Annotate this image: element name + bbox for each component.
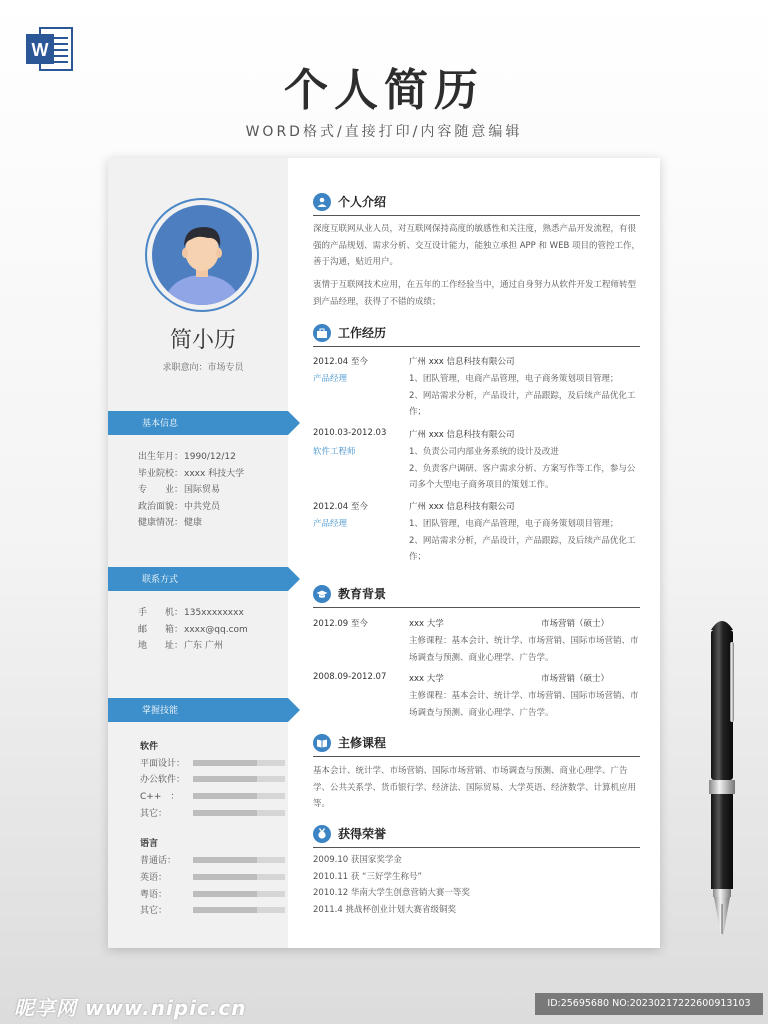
honor-item: 2010.11 获 “三好学生称号” bbox=[313, 871, 422, 882]
honor-item: 2009.10 获国家奖学金 bbox=[313, 855, 402, 865]
honors-heading: 获得荣誉 bbox=[338, 827, 387, 841]
job-period: 2010.03-2012.03 bbox=[313, 428, 387, 438]
skill-bar bbox=[193, 891, 285, 897]
job-entry bbox=[313, 355, 640, 425]
intro-paragraph-2: 衷情于互联网技术应用，在五年的工作经验当中，通过自身努力从软件开发工程师转型到产品经理，获得了不错的成绩； bbox=[313, 280, 637, 307]
skills-heading: 掌握技能 bbox=[142, 706, 179, 716]
skill-bar bbox=[193, 810, 285, 816]
intro-section-header bbox=[313, 193, 640, 216]
page-subtitle: WORD格式/直接打印/内容随意编辑 bbox=[245, 124, 523, 140]
job-duties: 1、负责公司内部业务系统的设计及改进 2、负责客户调研、客户需求分析、方案写作等工作，参与公司多个大型电子商务项目的策划工作。 bbox=[409, 447, 636, 490]
skill-row: 办公软件： bbox=[140, 772, 280, 786]
job-role: 产品经理 bbox=[313, 519, 348, 529]
edu-period: 2012.09 至今 bbox=[313, 619, 368, 629]
person-icon bbox=[313, 193, 331, 211]
work-section-header bbox=[313, 324, 640, 347]
intro-paragraph-1: 深度互联网从业人员，对互联网保持高度的敏感性和关注度，熟悉产品开发流程，有很强的产品规划、需求分析、交互设计能力，能独立承担 APP 和 WEB 项目的管控工作，善于沟通，贴近用户。 bbox=[313, 224, 640, 267]
skill-row: 英语： bbox=[140, 870, 280, 884]
basic-info-list bbox=[138, 449, 244, 532]
honors-section-header bbox=[313, 825, 640, 848]
edu-period: 2008.09-2012.07 bbox=[313, 672, 387, 682]
skill-bar bbox=[193, 874, 285, 880]
skill-row: 平面设计： bbox=[140, 756, 280, 770]
job-company: 广州 xxx 信息科技有限公司 bbox=[409, 430, 515, 440]
job-duties: 1、团队管理，电商产品管理，电子商务策划项目管理； 2、网站需求分析，产品设计，产品跟踪，及后续产品优化工作； bbox=[409, 519, 636, 562]
basic-info-ribbon bbox=[108, 411, 288, 435]
book-icon bbox=[313, 734, 331, 752]
intro-heading: 个人介绍 bbox=[338, 195, 387, 209]
medal-icon bbox=[313, 825, 331, 843]
education-heading: 教育背景 bbox=[338, 587, 387, 601]
skill-row: 普通话： bbox=[140, 853, 280, 867]
skills-ribbon bbox=[108, 698, 288, 722]
contact-address: 地 址：广东 广州 bbox=[138, 641, 223, 651]
skill-bar bbox=[193, 793, 285, 799]
skill-row: C++ ： bbox=[140, 789, 280, 803]
edu-detail: 主修课程：基本会计、统计学、市场营销、国际市场营销、市场调查与预测、商业心理学、广告学。 bbox=[409, 636, 639, 663]
job-role: 产品经理 bbox=[313, 374, 348, 384]
svg-text:W: W bbox=[31, 40, 49, 60]
contact-heading: 联系方式 bbox=[142, 575, 179, 585]
contact-ribbon bbox=[108, 567, 288, 591]
avatar-person-icon bbox=[152, 205, 252, 305]
software-label: 软件 bbox=[140, 742, 159, 752]
job-period: 2012.04 至今 bbox=[313, 357, 368, 367]
resume-paper bbox=[108, 158, 660, 948]
skill-bar bbox=[193, 776, 285, 782]
edu-school: xxx 大学 bbox=[409, 619, 444, 629]
job-role: 软件工程师 bbox=[313, 447, 356, 457]
job-duties: 1、团队管理，电商产品管理，电子商务策划项目管理； 2、网站需求分析，产品设计，产品跟踪，及后续产品优化工作； bbox=[409, 374, 636, 417]
job-company: 广州 xxx 信息科技有限公司 bbox=[409, 502, 515, 512]
edu-detail: 主修课程：基本会计、统计学、市场营销、国际市场营销、市场调查与预测、商业心理学、广告学。 bbox=[409, 691, 639, 718]
honors-list bbox=[313, 853, 640, 919]
courses-section-header bbox=[313, 734, 640, 757]
courses-heading: 主修课程 bbox=[338, 736, 387, 750]
basic-info-heading: 基本信息 bbox=[142, 419, 179, 429]
job-entry bbox=[313, 500, 640, 570]
avatar-frame bbox=[145, 198, 259, 312]
avatar bbox=[152, 205, 252, 305]
skill-bar bbox=[193, 857, 285, 863]
page-title: 个人简历 bbox=[284, 65, 484, 116]
info-row: 健康情况：健康 bbox=[138, 518, 203, 528]
work-heading: 工作经历 bbox=[338, 326, 387, 340]
contact-email: 邮 箱：xxxx@qq.com bbox=[138, 624, 248, 635]
skill-row: 粤语： bbox=[140, 887, 280, 901]
info-row: 出生年月：1990/12/12 bbox=[138, 452, 236, 462]
fountain-pen-image bbox=[697, 612, 747, 942]
graduation-cap-icon bbox=[313, 585, 331, 603]
courses-text: 基本会计、统计学、市场营销、国际市场营销、市场调查与预测、商业心理学、广告学、公共关系学、货币银行学、经济法、国际贸易、大学英语、经济数学、计算机应用等。 bbox=[313, 766, 637, 809]
edu-school: xxx 大学 bbox=[409, 674, 444, 684]
info-row: 毕业院校：xxxx 科技大学 bbox=[138, 468, 245, 479]
watermark: 昵享网 www.nipic.cn bbox=[14, 996, 247, 1020]
skill-row: 其它： bbox=[140, 806, 280, 820]
job-intent: 求职意向：市场专员 bbox=[162, 363, 244, 373]
info-row: 专 业：国际贸易 bbox=[138, 485, 221, 495]
education-section-header bbox=[313, 585, 640, 608]
honor-item: 2011.4 挑战杯创业计划大赛省级铜奖 bbox=[313, 904, 456, 915]
education-entry bbox=[313, 617, 640, 671]
contact-phone: 手 机：135xxxxxxxx bbox=[138, 608, 244, 618]
job-period: 2012.04 至今 bbox=[313, 502, 368, 512]
image-id-bar: ID:25695680 NO:20230217222600913103 bbox=[535, 993, 763, 1015]
candidate-name: 简小历 bbox=[169, 328, 236, 353]
job-company: 广州 xxx 信息科技有限公司 bbox=[409, 357, 515, 367]
info-row: 政治面貌：中共党员 bbox=[138, 501, 221, 512]
skill-row: 其它： bbox=[140, 903, 280, 917]
briefcase-icon bbox=[313, 324, 331, 342]
honor-item: 2010.12 华南大学生创意营销大赛一等奖 bbox=[313, 888, 470, 898]
resume-sidebar bbox=[108, 158, 288, 948]
education-entry bbox=[313, 672, 640, 726]
contact-list bbox=[138, 605, 248, 655]
language-label: 语言 bbox=[140, 839, 159, 849]
edu-major: 市场营销（硕士） bbox=[541, 619, 610, 629]
skill-bar bbox=[193, 760, 285, 766]
skill-bar bbox=[193, 907, 285, 913]
job-entry bbox=[313, 428, 640, 498]
edu-major: 市场营销（硕士） bbox=[541, 674, 610, 684]
